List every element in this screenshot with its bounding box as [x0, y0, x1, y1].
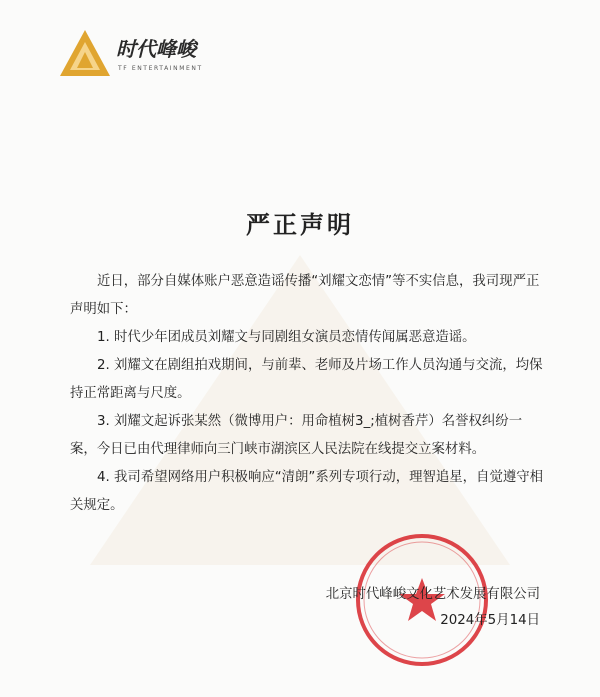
triangle-logo-icon — [58, 28, 112, 78]
statement-date: 2024年5月14日 — [440, 613, 540, 628]
list-item-4: 4. 我司希望网络用户积极响应“清朗”系列专项行动，理智追星，自觉遵守相关规定。 — [70, 470, 544, 513]
signature-block — [326, 582, 540, 634]
company-logo — [58, 28, 208, 78]
list-item-1: 1. 时代少年团成员刘耀文与同剧组女演员恋情传闻属恶意造谣。 — [97, 330, 476, 345]
logo-text-cn: 时代峰峻 — [116, 37, 196, 61]
list-item-3: 3. 刘耀文起诉张某然（微博用户：用命植树3_;植树香芹）名誉权纠纷一案，今日已由代理律师向三门峡市湖滨区人民法院在线提交立案材料。 — [70, 414, 523, 457]
document-title: 严正声明 — [246, 211, 354, 239]
document-body — [70, 268, 548, 520]
company-name: 北京时代峰峻文化艺术发展有限公司 — [325, 587, 540, 602]
intro-paragraph: 近日，部分自媒体账户恶意造谣传播“刘耀文恋情”等不实信息，我司现严正声明如下： — [70, 274, 540, 317]
list-item-2: 2. 刘耀文在剧组拍戏期间，与前辈、老师及片场工作人员沟通与交流，均保持正常距离与尺度。 — [70, 358, 543, 401]
logo-text-en: TF ENTERTAINMENT — [118, 65, 203, 72]
